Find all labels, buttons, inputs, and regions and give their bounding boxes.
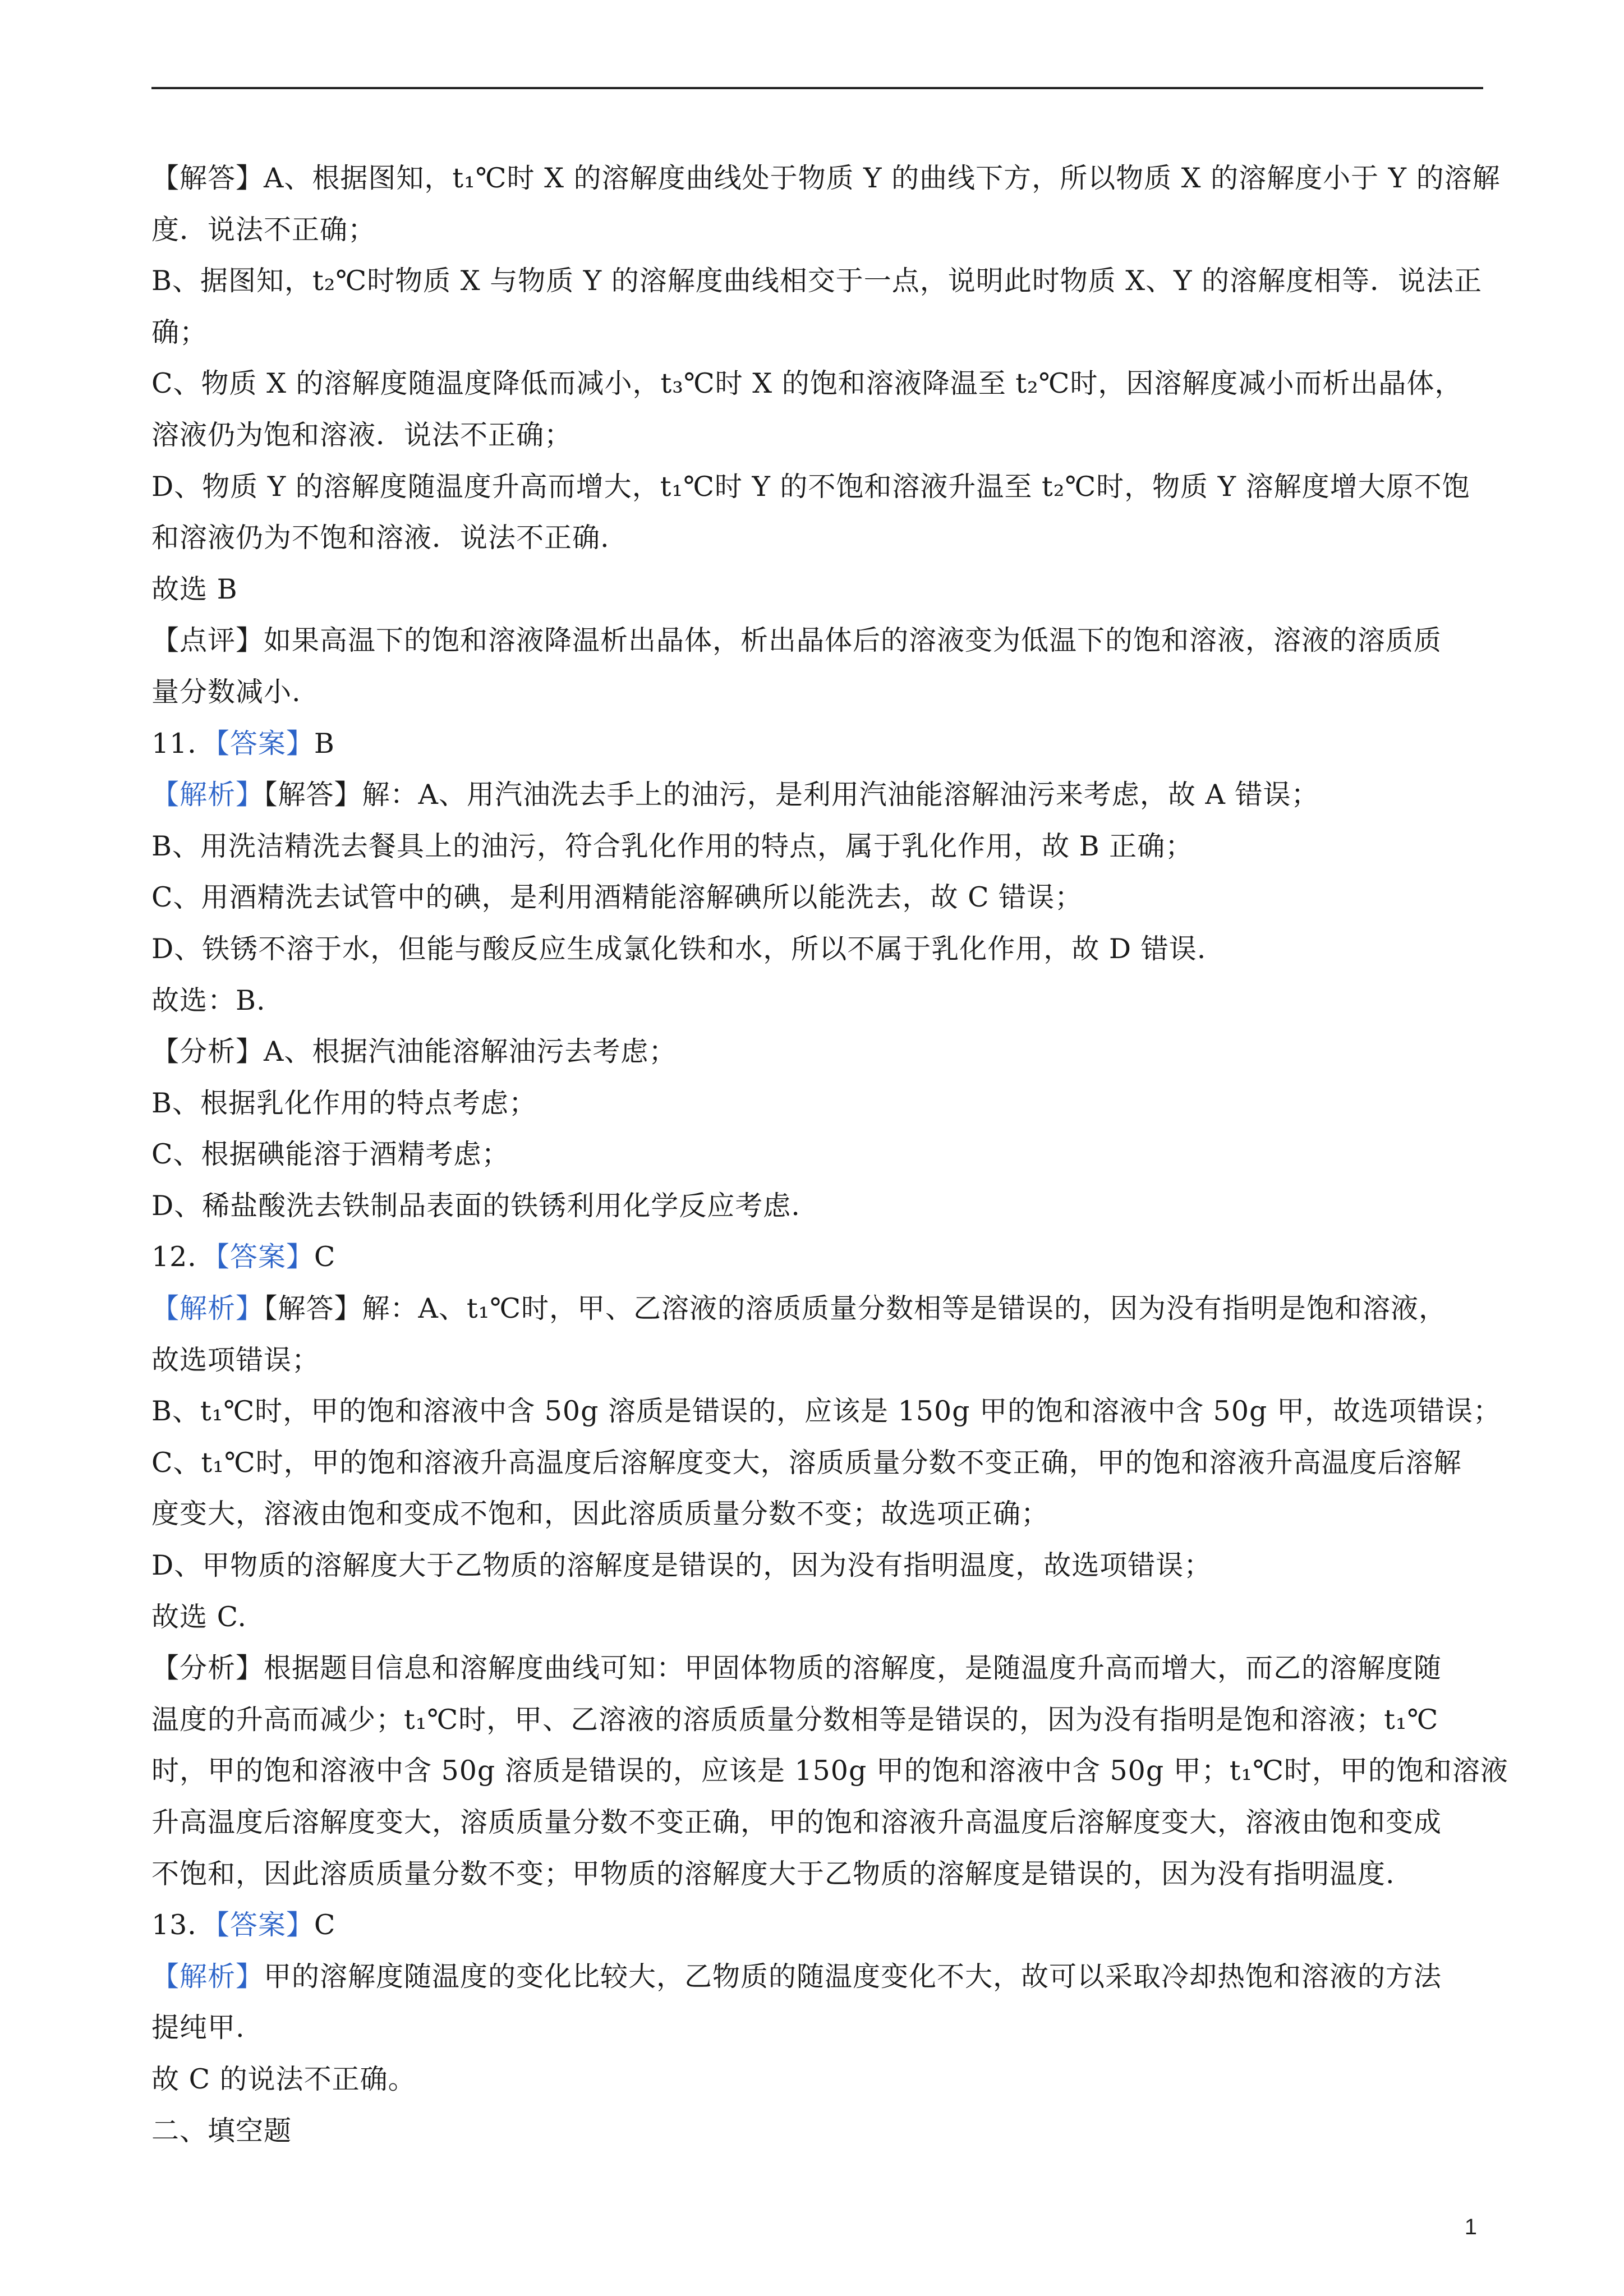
text-segment: 确； xyxy=(151,316,208,348)
text-segment: 不饱和，因此溶质质量分数不变；甲物质的溶解度大于乙物质的溶解度是错误的，因为没有指明温度. xyxy=(151,1857,1395,1890)
text-line xyxy=(151,872,1483,923)
text-line xyxy=(151,1437,1483,1489)
text-line xyxy=(151,204,1483,256)
text-segment: C xyxy=(314,1909,336,1941)
text-line xyxy=(151,769,1483,821)
section-tag: 【答案】 xyxy=(215,727,314,760)
text-segment: 故 C 的说法不正确。 xyxy=(151,2063,416,2095)
text-line xyxy=(151,2105,1483,2157)
text-segment: 故选 B xyxy=(151,573,238,605)
text-segment: 故选 C. xyxy=(151,1600,247,1633)
text-segment: 故选：B. xyxy=(151,984,266,1016)
text-segment: C、用酒精洗去试管中的碘，是利用酒精能溶解碘所以能洗去，故 C 错误； xyxy=(151,881,1083,914)
text-line xyxy=(151,1283,1483,1335)
section-tag: 【答案】 xyxy=(215,1241,314,1273)
text-segment: 故选项错误； xyxy=(151,1343,320,1376)
text-line xyxy=(151,1335,1483,1386)
text-segment: C、t₁℃时，甲的饱和溶液升高温度后溶解度变大，溶质质量分数不变正确，甲的饱和溶液升高温度后溶解 xyxy=(151,1446,1462,1479)
text-line xyxy=(151,1745,1508,1797)
text-line xyxy=(151,307,1483,358)
text-segment: 升高温度后溶解度变大，溶质质量分数不变正确，甲的饱和溶液升高温度后溶解度变大，溶液由饱和变成 xyxy=(151,1806,1442,1838)
text-segment: 度．说法不正确； xyxy=(151,213,376,246)
text-line xyxy=(151,2054,1483,2105)
text-line xyxy=(151,1951,1483,2003)
text-segment: 【解答】解：A、t₁℃时，甲、乙溶液的溶质质量分数相等是错误的，因为没有指明是饱和溶液， xyxy=(264,1292,1447,1325)
text-line xyxy=(151,1231,1483,1283)
text-segment: C、根据碘能溶于酒精考虑； xyxy=(151,1138,510,1171)
section-tag: 【解析】 xyxy=(151,779,264,811)
text-line xyxy=(151,1386,1501,1437)
text-segment: B、用洗洁精洗去餐具上的油污，符合乳化作用的特点，属于乳化作用，故 B 正确； xyxy=(151,830,1194,862)
text-segment: B、据图知，t₂℃时物质 X 与物质 Y 的溶解度曲线相交于一点，说明此时物质 X、Y 的溶解度相等．说法正 xyxy=(151,265,1483,297)
text-segment: D、铁锈不溶于水，但能与酸反应生成氯化铁和水，所以不属于乳化作用，故 D 错误. xyxy=(151,932,1207,965)
text-segment: B xyxy=(314,727,335,760)
document-body xyxy=(151,153,1508,2156)
text-line xyxy=(151,255,1483,307)
text-line xyxy=(151,1488,1483,1540)
text-line xyxy=(151,512,1483,564)
text-line xyxy=(151,1591,1483,1643)
text-segment: 【点评】如果高温下的饱和溶液降温析出晶体，析出晶体后的溶液变为低温下的饱和溶液，溶液的溶质质 xyxy=(151,624,1442,657)
text-segment: 量分数减小. xyxy=(151,675,301,708)
text-segment: D、稀盐酸洗去铁制品表面的铁锈利用化学反应考虑. xyxy=(151,1189,801,1222)
text-line xyxy=(151,1848,1483,1900)
text-segment: 甲的溶解度随温度的变化比较大，乙物质的随温度变化不大，故可以采取冷却热饱和溶液的方法 xyxy=(264,1960,1442,1993)
text-segment: 二、填空题 xyxy=(151,2114,292,2147)
text-line xyxy=(151,1642,1483,1694)
header-rule xyxy=(151,87,1483,89)
page-number: 1 xyxy=(1464,2215,1477,2239)
text-line xyxy=(151,718,1483,770)
text-segment: C xyxy=(314,1241,336,1273)
text-line xyxy=(151,1180,1483,1232)
text-segment: 提纯甲. xyxy=(151,2012,245,2044)
text-segment: 11． xyxy=(151,727,216,760)
text-line xyxy=(151,1026,1483,1078)
text-segment: B、t₁℃时，甲的饱和溶液中含 50g 溶质是错误的，应该是 150g 甲的饱和溶液中含 50g 甲，故选项错误； xyxy=(151,1395,1501,1428)
text-line xyxy=(151,358,1483,409)
section-tag: 【解析】 xyxy=(151,1960,264,1993)
text-line xyxy=(151,1797,1483,1848)
text-segment: D、甲物质的溶解度大于乙物质的溶解度是错误的，因为没有指明温度，故选项错误； xyxy=(151,1549,1212,1582)
text-line xyxy=(151,1694,1483,1746)
text-line xyxy=(151,153,1501,204)
text-segment: 度变大，溶液由饱和变成不饱和，因此溶质质量分数不变；故选项正确； xyxy=(151,1498,1050,1530)
text-line xyxy=(151,615,1483,666)
text-segment: 【分析】A、根据汽油能溶解油污去考虑； xyxy=(151,1036,677,1068)
text-segment: 12． xyxy=(151,1241,216,1273)
text-line xyxy=(151,821,1483,872)
text-line xyxy=(151,923,1483,975)
text-line xyxy=(151,975,1483,1027)
text-segment: 温度的升高而减少；t₁℃时，甲、乙溶液的溶质质量分数相等是错误的，因为没有指明是饱和溶液；t₁℃ xyxy=(151,1703,1439,1736)
text-segment: 【分析】根据题目信息和溶解度曲线可知：甲固体物质的溶解度，是随温度升高而增大，而乙的溶解度随 xyxy=(151,1652,1442,1685)
text-segment: D、物质 Y 的溶解度随温度升高而增大，t₁℃时 Y 的不饱和溶液升温至 t₂℃时，物质 Y 溶解度增大原不饱 xyxy=(151,470,1470,503)
text-segment: 【解答】A、根据图知，t₁℃时 X 的溶解度曲线处于物质 Y 的曲线下方，所以物质 X 的溶解度小于 Y 的溶解 xyxy=(151,162,1501,194)
text-segment: 13． xyxy=(151,1909,216,1941)
text-line xyxy=(151,461,1483,513)
text-line xyxy=(151,666,1483,718)
text-segment: B、根据乳化作用的特点考虑； xyxy=(151,1087,537,1119)
text-line xyxy=(151,1540,1483,1591)
text-segment: 和溶液仍为不饱和溶液．说法不正确. xyxy=(151,522,610,554)
text-segment: 【解答】解：A、用汽油洗去手上的油污，是利用汽油能溶解油污来考虑，故 A 错误； xyxy=(264,779,1319,811)
text-segment: 时，甲的饱和溶液中含 50g 溶质是错误的，应该是 150g 甲的饱和溶液中含 50g 甲；t₁℃时，甲的饱和溶液 xyxy=(151,1755,1508,1787)
text-line xyxy=(151,409,1483,461)
text-line xyxy=(151,1129,1483,1180)
section-tag: 【答案】 xyxy=(215,1909,314,1941)
text-segment: 溶液仍为饱和溶液．说法不正确； xyxy=(151,418,573,451)
text-line xyxy=(151,2002,1483,2054)
section-tag: 【解析】 xyxy=(151,1292,264,1325)
text-line xyxy=(151,1899,1483,1951)
text-line xyxy=(151,1078,1483,1129)
text-line xyxy=(151,564,1483,615)
text-segment: C、物质 X 的溶解度随温度降低而减小，t₃℃时 X 的饱和溶液降温至 t₂℃时，因溶解度减小而析出晶体， xyxy=(151,367,1463,400)
